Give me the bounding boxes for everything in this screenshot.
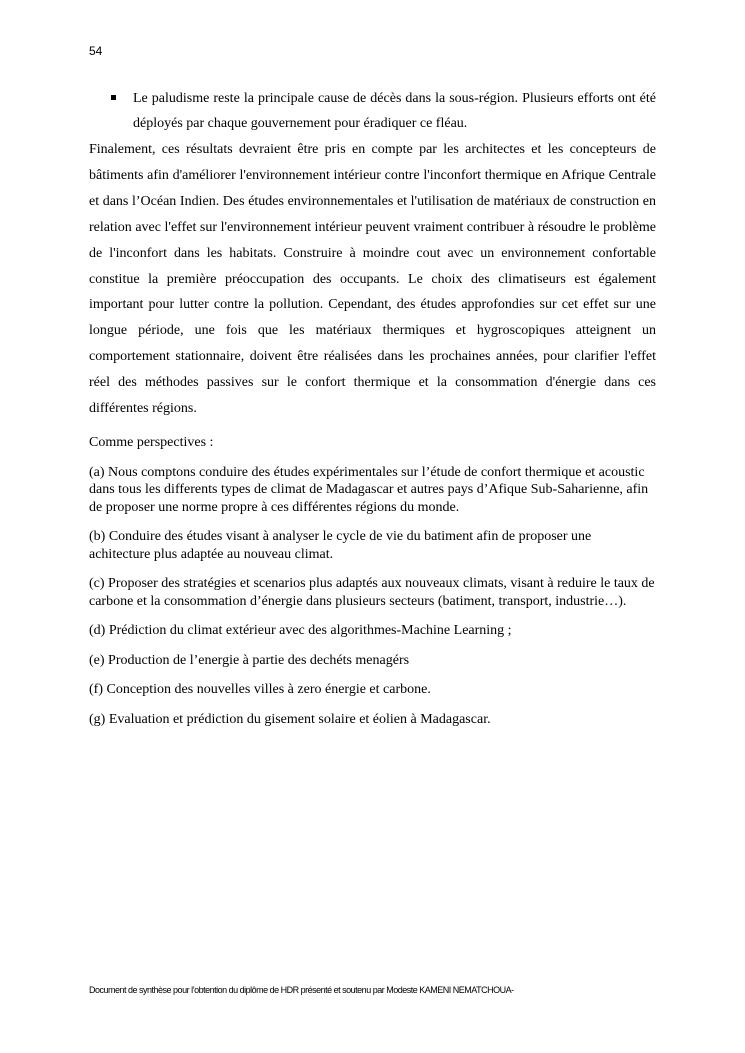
perspectives-section xyxy=(89,434,656,728)
perspective-item-b: (b) Conduire des études visant à analyser le cycle de vie du batiment afin de proposer une achitecture plus adaptée au nouveau climat. xyxy=(89,529,592,562)
bullet-item-text: Le paludisme reste la principale cause de décès dans la sous-région. Plusieurs efforts ont été déployés par chaque gouvernement pour éradiquer ce fléau. xyxy=(133,91,656,131)
bullet-item xyxy=(89,86,656,136)
perspectives-title: Comme perspectives : xyxy=(89,435,214,450)
perspective-item-g: (g) Evaluation et prédiction du gisement solaire et éolien à Madagascar. xyxy=(89,711,491,727)
perspective-item-c: (c) Proposer des stratégies et scenarios plus adaptés aux nouveaux climats, visant à reduire le taux de carbone et la consommation d’énergie dans plusieurs secteurs (batiment, transport, industrie…). xyxy=(89,576,655,609)
perspective-item-d: (d) Prédiction du climat extérieur avec des algorithmes-Machine Learning ; xyxy=(89,623,512,638)
bullet-list xyxy=(89,86,656,136)
page-footer: Document de synthèse pour l’obtention du diplôme de HDR présenté et soutenu par Modeste KAMENI NEMATCHOUA- xyxy=(89,985,514,995)
page-number: 54 xyxy=(89,44,103,58)
perspective-item-f: (f) Conception des nouvelles villes à zero énergie et carbone. xyxy=(89,682,431,697)
perspective-item-e: (e) Production de l’energie à partie des dechéts menagérs xyxy=(89,652,410,668)
perspective-item-a: (a) Nous comptons conduire des études expérimentales sur l’étude de confort thermique et acoustic dans tous les differents types de climat de Madagascar et autres pays d’Afique Sub-Saharienne, afin de proposer une norme propre à ces différentes régions du monde. xyxy=(89,464,649,515)
conclusion-paragraph: Finalement, ces résultats devraient être pris en compte par les architectes et les concepteurs de bâtiments afin d'améliorer l'environnement intérieur contre l'inconfort thermique en Afrique Centrale et dans l’Océan Indien. Des études environnementales et l'utilisation de matériaux de construction en relation avec l'effet sur l'environnement intérieur peuvent vraiment contribuer à résoudre le problème de l'inconfort dans les habitats. Construire à moindre cout avec un environnement confortable constitue la première préoccupation des occupants. Le choix des climatiseurs est également important pour lutter contre la pollution. Cependant, des études approfondies sur cet effet sur une longue période, une fois que les matériaux thermiques et hygroscopiques atteignent un comportement stationnaire, doivent être réalisées dans les prochaines années, pour clarifier l'effet réel des méthodes passives sur le confort thermique et la consommation d'énergie dans ces différentes régions. xyxy=(89,142,656,417)
square-bullet-icon xyxy=(111,95,116,100)
